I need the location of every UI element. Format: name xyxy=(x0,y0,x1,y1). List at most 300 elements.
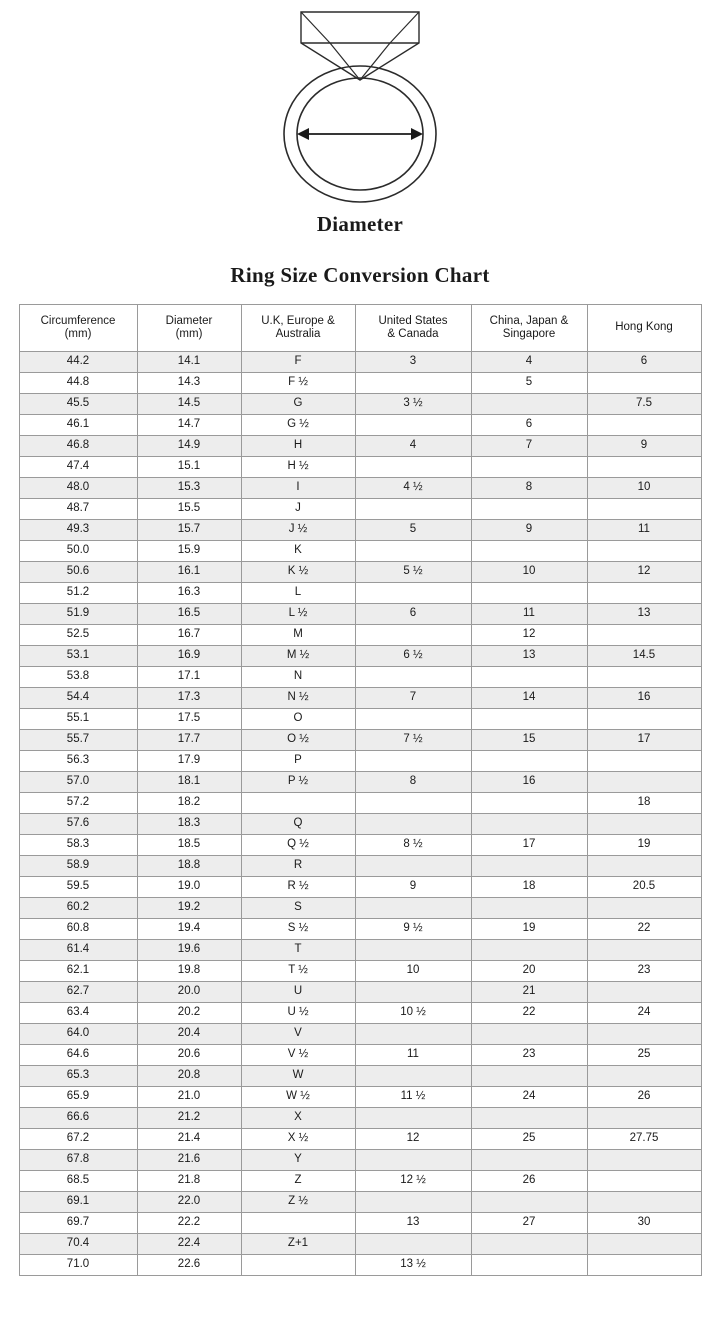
table-row xyxy=(19,1066,701,1087)
table-cell xyxy=(471,814,587,835)
table-cell: P xyxy=(241,751,355,772)
table-cell: 7 xyxy=(355,688,471,709)
table-cell xyxy=(587,1108,701,1129)
table-cell: 50.6 xyxy=(19,562,137,583)
table-cell: 22 xyxy=(471,1003,587,1024)
table-row xyxy=(19,1171,701,1192)
table-cell: R ½ xyxy=(241,877,355,898)
table-cell xyxy=(355,814,471,835)
table-row xyxy=(19,1129,701,1150)
table-cell xyxy=(355,709,471,730)
table-row xyxy=(19,961,701,982)
table-cell: W xyxy=(241,1066,355,1087)
table-cell: 12 xyxy=(471,625,587,646)
table-cell: 14 xyxy=(471,688,587,709)
table-cell: X ½ xyxy=(241,1129,355,1150)
table-cell: L xyxy=(241,583,355,604)
table-row xyxy=(19,520,701,541)
table-cell: 67.8 xyxy=(19,1150,137,1171)
table-cell: 53.8 xyxy=(19,667,137,688)
table-cell: 12 xyxy=(355,1129,471,1150)
table-cell: 7.5 xyxy=(587,394,701,415)
table-row xyxy=(19,814,701,835)
table-row xyxy=(19,667,701,688)
table-cell: 17 xyxy=(471,835,587,856)
table-cell: 27.75 xyxy=(587,1129,701,1150)
table-cell xyxy=(587,625,701,646)
table-cell xyxy=(587,772,701,793)
table-cell: 13 ½ xyxy=(355,1255,471,1276)
table-cell: 44.8 xyxy=(19,373,137,394)
table-cell: 16 xyxy=(587,688,701,709)
table-cell: 19.2 xyxy=(137,898,241,919)
table-row xyxy=(19,772,701,793)
table-cell: 14.5 xyxy=(587,646,701,667)
table-cell: O ½ xyxy=(241,730,355,751)
table-cell: 46.8 xyxy=(19,436,137,457)
table-cell xyxy=(471,541,587,562)
table-cell: H xyxy=(241,436,355,457)
table-cell: 45.5 xyxy=(19,394,137,415)
table-header xyxy=(19,305,701,352)
table-cell: 5 xyxy=(355,520,471,541)
table-cell: 22 xyxy=(587,919,701,940)
table-cell xyxy=(355,541,471,562)
table-cell: 13 xyxy=(355,1213,471,1234)
table-cell xyxy=(587,940,701,961)
table-cell xyxy=(587,1255,701,1276)
table-cell: 13 xyxy=(471,646,587,667)
table-cell: 64.0 xyxy=(19,1024,137,1045)
table-row xyxy=(19,751,701,772)
table-row xyxy=(19,499,701,520)
table-cell: 10 xyxy=(355,961,471,982)
table-cell: 10 ½ xyxy=(355,1003,471,1024)
table-cell xyxy=(587,1024,701,1045)
table-cell xyxy=(587,499,701,520)
table-cell: Z xyxy=(241,1171,355,1192)
table-cell xyxy=(471,457,587,478)
table-cell: 69.7 xyxy=(19,1213,137,1234)
table-cell: 63.4 xyxy=(19,1003,137,1024)
table-cell xyxy=(471,856,587,877)
column-header-diameter-line1: Diameter xyxy=(165,314,213,327)
table-cell: 21 xyxy=(471,982,587,1003)
table-cell: 16.9 xyxy=(137,646,241,667)
table-cell xyxy=(355,457,471,478)
table-cell xyxy=(587,415,701,436)
table-cell: 62.7 xyxy=(19,982,137,1003)
table-cell: V ½ xyxy=(241,1045,355,1066)
table-cell: 7 xyxy=(471,436,587,457)
table-row xyxy=(19,625,701,646)
table-cell: 22.0 xyxy=(137,1192,241,1213)
table-cell xyxy=(471,709,587,730)
table-row xyxy=(19,793,701,814)
table-cell: 19.8 xyxy=(137,961,241,982)
table-cell: 20.4 xyxy=(137,1024,241,1045)
table-row xyxy=(19,1024,701,1045)
table-cell: 11 xyxy=(471,604,587,625)
table-cell: 17.3 xyxy=(137,688,241,709)
table-row xyxy=(19,478,701,499)
table-cell xyxy=(587,373,701,394)
table-cell: 46.1 xyxy=(19,415,137,436)
table-row xyxy=(19,919,701,940)
table-cell: 8 xyxy=(355,772,471,793)
table-cell xyxy=(471,940,587,961)
table-row xyxy=(19,646,701,667)
table-cell: 6 xyxy=(587,352,701,373)
table-cell: 47.4 xyxy=(19,457,137,478)
table-cell xyxy=(587,709,701,730)
table-cell: 44.2 xyxy=(19,352,137,373)
table-cell: 3 xyxy=(355,352,471,373)
table-cell: 3 ½ xyxy=(355,394,471,415)
table-cell: 15.9 xyxy=(137,541,241,562)
table-cell xyxy=(471,1192,587,1213)
table-cell xyxy=(471,1150,587,1171)
table-cell xyxy=(241,1213,355,1234)
table-cell: 20.0 xyxy=(137,982,241,1003)
table-cell: 22.6 xyxy=(137,1255,241,1276)
table-cell xyxy=(241,1255,355,1276)
table-cell: 15 xyxy=(471,730,587,751)
table-cell: 10 xyxy=(587,478,701,499)
table-cell: 20.8 xyxy=(137,1066,241,1087)
table-cell xyxy=(587,1171,701,1192)
table-cell: T ½ xyxy=(241,961,355,982)
table-cell xyxy=(471,1066,587,1087)
table-cell: 18.5 xyxy=(137,835,241,856)
table-cell: 4 xyxy=(355,436,471,457)
table-cell xyxy=(587,1066,701,1087)
table-cell: 55.1 xyxy=(19,709,137,730)
table-row xyxy=(19,562,701,583)
column-header-diameter xyxy=(137,305,241,352)
table-cell: Q xyxy=(241,814,355,835)
table-cell: 5 ½ xyxy=(355,562,471,583)
table-cell: H ½ xyxy=(241,457,355,478)
table-cell xyxy=(355,793,471,814)
column-header-us-line2: & Canada xyxy=(387,328,439,340)
table-cell: 20.6 xyxy=(137,1045,241,1066)
table-row xyxy=(19,1150,701,1171)
column-header-china-japan-singapore xyxy=(471,305,587,352)
table-cell: 9 xyxy=(471,520,587,541)
table-cell: 19.6 xyxy=(137,940,241,961)
table-row xyxy=(19,1087,701,1108)
table-row xyxy=(19,394,701,415)
table-cell: 64.6 xyxy=(19,1045,137,1066)
table-cell: 59.5 xyxy=(19,877,137,898)
table-cell: 16 xyxy=(471,772,587,793)
table-cell xyxy=(355,1234,471,1255)
table-row xyxy=(19,835,701,856)
table-cell: 70.4 xyxy=(19,1234,137,1255)
table-header-row xyxy=(19,305,701,352)
table-row xyxy=(19,877,701,898)
table-cell xyxy=(587,856,701,877)
table-cell: 69.1 xyxy=(19,1192,137,1213)
column-header-us-line1: United States xyxy=(378,314,448,327)
table-cell xyxy=(355,625,471,646)
table-cell xyxy=(355,940,471,961)
table-cell: 17.7 xyxy=(137,730,241,751)
table-cell: 5 xyxy=(471,373,587,394)
table-cell: J ½ xyxy=(241,520,355,541)
table-cell xyxy=(587,751,701,772)
table-cell xyxy=(355,856,471,877)
table-cell: 11 xyxy=(355,1045,471,1066)
table-cell: 61.4 xyxy=(19,940,137,961)
table-cell: S ½ xyxy=(241,919,355,940)
table-cell: 65.9 xyxy=(19,1087,137,1108)
table-cell: S xyxy=(241,898,355,919)
table-row xyxy=(19,1213,701,1234)
table-cell: 14.5 xyxy=(137,394,241,415)
table-row xyxy=(19,856,701,877)
table-row xyxy=(19,583,701,604)
table-cell: 18 xyxy=(471,877,587,898)
table-cell: 14.1 xyxy=(137,352,241,373)
table-cell xyxy=(355,415,471,436)
table-cell: 21.4 xyxy=(137,1129,241,1150)
table-cell: 9 xyxy=(355,877,471,898)
table-cell: 14.9 xyxy=(137,436,241,457)
table-row xyxy=(19,373,701,394)
table-cell xyxy=(471,751,587,772)
table-cell: 55.7 xyxy=(19,730,137,751)
column-header-diameter-line2: (mm) xyxy=(175,328,203,340)
table-cell: 16.5 xyxy=(137,604,241,625)
table-cell: 16.1 xyxy=(137,562,241,583)
table-cell xyxy=(587,541,701,562)
column-header-circumference xyxy=(19,305,137,352)
table-cell: 27 xyxy=(471,1213,587,1234)
table-cell: 20 xyxy=(471,961,587,982)
table-cell: 19 xyxy=(587,835,701,856)
column-header-china-line1: China, Japan & xyxy=(489,314,569,327)
table-row xyxy=(19,688,701,709)
table-cell xyxy=(471,1234,587,1255)
column-header-hk-line1: Hong Kong xyxy=(615,321,673,334)
table-cell xyxy=(471,499,587,520)
table-cell: 57.2 xyxy=(19,793,137,814)
table-cell xyxy=(355,1024,471,1045)
table-cell: T xyxy=(241,940,355,961)
table-cell: 58.3 xyxy=(19,835,137,856)
table-cell: 4 ½ xyxy=(355,478,471,499)
table-cell: 22.2 xyxy=(137,1213,241,1234)
table-cell: 68.5 xyxy=(19,1171,137,1192)
table-cell: 67.2 xyxy=(19,1129,137,1150)
table-cell: K ½ xyxy=(241,562,355,583)
table-cell: 13 xyxy=(587,604,701,625)
table-cell: 16.3 xyxy=(137,583,241,604)
table-cell xyxy=(587,1150,701,1171)
diamond-ring-diagram-svg xyxy=(255,10,465,205)
table-cell: 57.0 xyxy=(19,772,137,793)
table-cell: V xyxy=(241,1024,355,1045)
table-cell: M xyxy=(241,625,355,646)
table-row xyxy=(19,709,701,730)
table-cell: 17.1 xyxy=(137,667,241,688)
table-cell xyxy=(471,1108,587,1129)
table-cell: 20.2 xyxy=(137,1003,241,1024)
table-cell: X xyxy=(241,1108,355,1129)
table-cell xyxy=(587,1192,701,1213)
column-header-china-line2: Singapore xyxy=(502,328,556,340)
table-cell: 23 xyxy=(471,1045,587,1066)
table-cell: F xyxy=(241,352,355,373)
table-cell: 17.9 xyxy=(137,751,241,772)
table-cell xyxy=(241,793,355,814)
table-cell: 15.3 xyxy=(137,478,241,499)
table-cell: 17 xyxy=(587,730,701,751)
table-cell xyxy=(355,1192,471,1213)
table-cell xyxy=(587,898,701,919)
table-cell xyxy=(587,982,701,1003)
table-row xyxy=(19,1108,701,1129)
table-cell: 48.7 xyxy=(19,499,137,520)
table-row xyxy=(19,604,701,625)
table-cell: 21.2 xyxy=(137,1108,241,1129)
table-cell: N ½ xyxy=(241,688,355,709)
table-cell: P ½ xyxy=(241,772,355,793)
table-cell: 16.7 xyxy=(137,625,241,646)
table-cell: F ½ xyxy=(241,373,355,394)
table-cell: 19.4 xyxy=(137,919,241,940)
table-cell xyxy=(587,814,701,835)
table-row xyxy=(19,415,701,436)
table-cell xyxy=(355,1108,471,1129)
table-row xyxy=(19,1234,701,1255)
table-cell: 4 xyxy=(471,352,587,373)
table-row xyxy=(19,541,701,562)
table-cell: 10 xyxy=(471,562,587,583)
table-row xyxy=(19,898,701,919)
table-cell xyxy=(471,583,587,604)
table-cell: 8 ½ xyxy=(355,835,471,856)
table-cell xyxy=(471,667,587,688)
table-cell: 62.1 xyxy=(19,961,137,982)
chart-title: Ring Size Conversion Chart xyxy=(230,263,490,287)
column-header-hong-kong xyxy=(587,305,701,352)
table-cell: Z+1 xyxy=(241,1234,355,1255)
table-cell: 7 ½ xyxy=(355,730,471,751)
table-cell: 60.2 xyxy=(19,898,137,919)
table-cell: 21.8 xyxy=(137,1171,241,1192)
table-cell: M ½ xyxy=(241,646,355,667)
column-header-uk-line1: U.K, Europe & xyxy=(261,314,335,327)
diameter-caption: Diameter xyxy=(316,212,404,236)
table-cell xyxy=(355,667,471,688)
table-cell xyxy=(355,898,471,919)
table-cell: 66.6 xyxy=(19,1108,137,1129)
table-cell xyxy=(587,1234,701,1255)
table-cell: I xyxy=(241,478,355,499)
table-row xyxy=(19,1003,701,1024)
table-cell: 17.5 xyxy=(137,709,241,730)
table-cell: 6 ½ xyxy=(355,646,471,667)
table-cell: 9 ½ xyxy=(355,919,471,940)
table-cell xyxy=(471,898,587,919)
table-cell xyxy=(587,667,701,688)
table-cell: 24 xyxy=(587,1003,701,1024)
table-row xyxy=(19,940,701,961)
table-cell: 57.6 xyxy=(19,814,137,835)
table-cell: 8 xyxy=(471,478,587,499)
table-cell: R xyxy=(241,856,355,877)
table-cell xyxy=(471,1255,587,1276)
table-cell xyxy=(355,1150,471,1171)
table-cell: 48.0 xyxy=(19,478,137,499)
table-cell xyxy=(471,793,587,814)
column-header-us-canada xyxy=(355,305,471,352)
table-row xyxy=(19,352,701,373)
ring-size-table xyxy=(19,304,702,1276)
table-cell: G ½ xyxy=(241,415,355,436)
column-header-circumference-line2: (mm) xyxy=(64,328,92,340)
table-cell xyxy=(355,583,471,604)
table-cell: 18.3 xyxy=(137,814,241,835)
table-cell: J xyxy=(241,499,355,520)
table-cell: 54.4 xyxy=(19,688,137,709)
table-cell: O xyxy=(241,709,355,730)
table-cell: 25 xyxy=(587,1045,701,1066)
table-row xyxy=(19,457,701,478)
table-cell: 65.3 xyxy=(19,1066,137,1087)
table-cell: W ½ xyxy=(241,1087,355,1108)
table-cell: 56.3 xyxy=(19,751,137,772)
table-cell: 14.7 xyxy=(137,415,241,436)
table-cell: 15.1 xyxy=(137,457,241,478)
table-cell: 52.5 xyxy=(19,625,137,646)
table-cell xyxy=(355,982,471,1003)
table-cell: 11 xyxy=(587,520,701,541)
table-cell: K xyxy=(241,541,355,562)
table-cell: 22.4 xyxy=(137,1234,241,1255)
table-row xyxy=(19,1255,701,1276)
table-cell xyxy=(471,394,587,415)
table-cell: 58.9 xyxy=(19,856,137,877)
table-cell: 51.2 xyxy=(19,583,137,604)
table-row xyxy=(19,436,701,457)
table-cell: 53.1 xyxy=(19,646,137,667)
table-cell xyxy=(355,751,471,772)
table-cell: 49.3 xyxy=(19,520,137,541)
table-cell: Q ½ xyxy=(241,835,355,856)
table-row xyxy=(19,1192,701,1213)
column-header-uk-europe-australia xyxy=(241,305,355,352)
ring-illustration xyxy=(0,0,720,200)
table-row xyxy=(19,1045,701,1066)
table-cell: 18.2 xyxy=(137,793,241,814)
table-cell: 18.8 xyxy=(137,856,241,877)
table-cell xyxy=(587,457,701,478)
table-cell: 18 xyxy=(587,793,701,814)
table-cell: 51.9 xyxy=(19,604,137,625)
table-cell: 12 ½ xyxy=(355,1171,471,1192)
table-cell: 9 xyxy=(587,436,701,457)
table-body xyxy=(19,352,701,1276)
table-cell xyxy=(587,583,701,604)
table-cell: 18.1 xyxy=(137,772,241,793)
table-cell: 21.6 xyxy=(137,1150,241,1171)
table-cell: 15.5 xyxy=(137,499,241,520)
table-cell xyxy=(355,1066,471,1087)
